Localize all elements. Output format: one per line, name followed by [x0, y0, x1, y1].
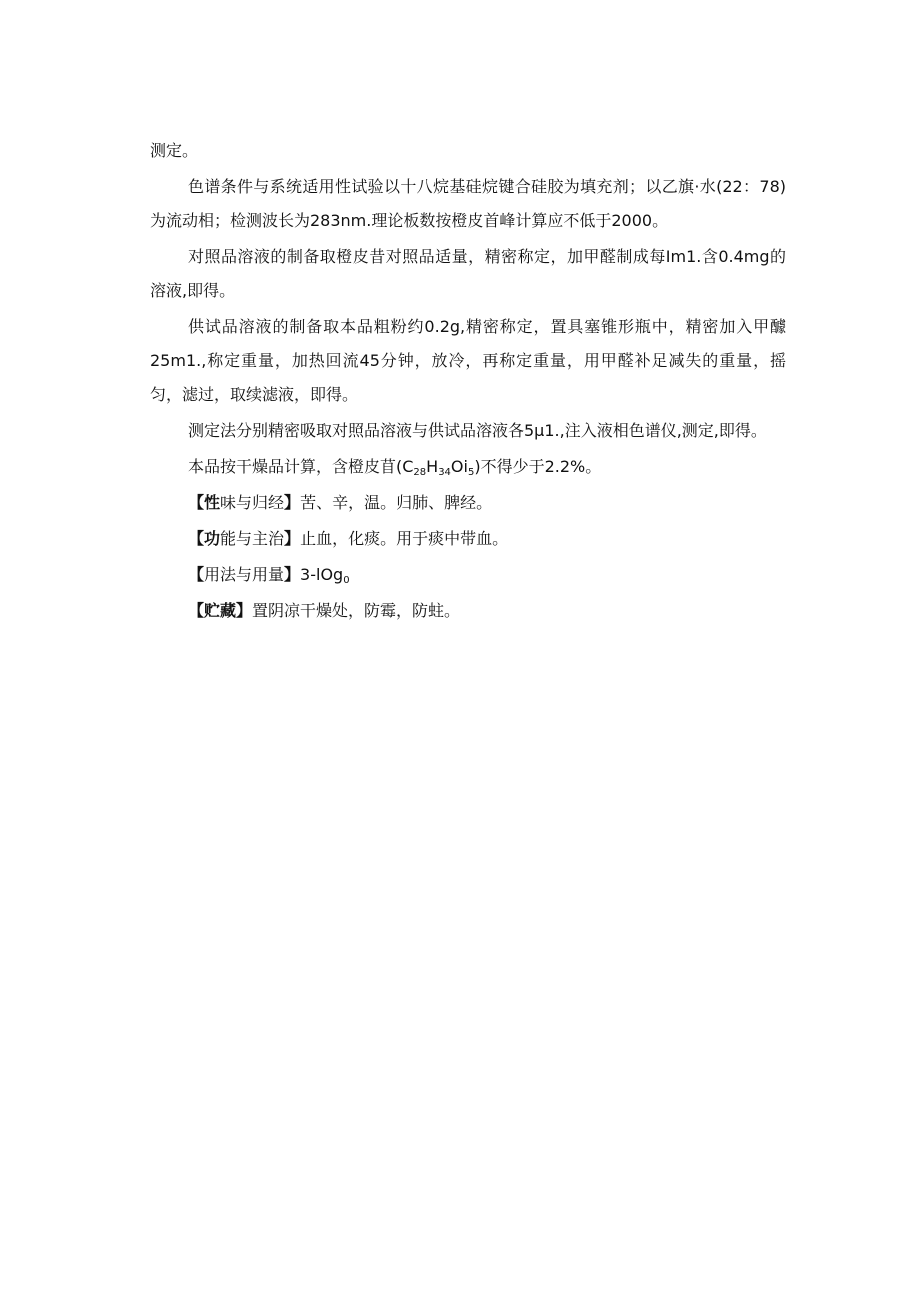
section-close-bracket: 】 — [284, 565, 301, 584]
section-storage — [150, 594, 786, 628]
paragraph-reference-solution: 对照品溶液的制备取橙皮昔对照品适量，精密称定，加甲醛制成每Im1.含0.4mg的溶液,即得。 — [150, 247, 786, 300]
section-close-bracket: 】 — [284, 529, 301, 548]
section-text-subscript: 0 — [343, 575, 350, 586]
section-function-indication — [150, 522, 786, 556]
section-text: 置阴凉干燥处，防霉，防蛀。 — [252, 601, 461, 620]
section-label-bold: 性 — [204, 493, 221, 512]
formula-subscript-o: 5 — [467, 467, 475, 478]
section-text: 苦、辛，温。归肺、脾经。 — [300, 493, 493, 512]
formula-h: H — [426, 457, 439, 476]
formula-subscript-h: 34 — [438, 467, 451, 478]
paragraph-chromatographic-conditions: 色谱条件与系统适用性试验以十八烷基硅烷键合硅胶为填充剂；以乙旗·水(22：78)为流动相；检测波长为283nm.理论板数按橙皮首峰计算应不低于2000。 — [150, 177, 786, 230]
paragraph-content-limit — [150, 450, 786, 484]
paragraph-test-solution: 供试品溶液的制备取本品粗粉约0.2g,精密称定，置具塞锥形瓶中，精密加入甲醵25m1.,称定重量，加热回流45分钟，放冷，再称定重量，用甲醛补足减失的重量，摇匀，滤过，取续滤液，即得。 — [150, 317, 786, 404]
section-label-rest: 用法与用量 — [204, 565, 285, 584]
section-usage-dosage — [150, 558, 786, 592]
section-label-rest: 能与主治 — [220, 529, 285, 548]
content-text-before: 本品按干燥品计算，含橙皮苜(C — [188, 457, 414, 476]
section-close-bracket: 】 — [284, 493, 301, 512]
document-body — [150, 134, 786, 630]
paragraph-determination-end: 测定。 — [150, 141, 199, 160]
paragraph-determination-method: 测定法分别精密吸取对照品溶液与供试品溶液各5μ1.,注入液相色谱仪,测定,即得。 — [188, 421, 767, 440]
section-nature-flavor — [150, 486, 786, 520]
content-text-after: )不得少于2.2%。 — [474, 457, 602, 476]
formula-subscript-c: 28 — [413, 467, 427, 478]
section-open-bracket: 【 — [188, 565, 205, 584]
section-label-bold: 功 — [204, 529, 221, 548]
section-open-bracket: 【 — [188, 493, 205, 512]
section-open-bracket: 【 — [188, 529, 205, 548]
section-label-rest: 味与归经 — [220, 493, 285, 512]
section-close-bracket: 】 — [236, 601, 253, 620]
formula-oi: Oi — [450, 457, 468, 476]
section-label-bold: 贮藏 — [204, 601, 237, 620]
section-text: 止血，化痰。用于痰中带血。 — [300, 529, 509, 548]
section-open-bracket: 【 — [188, 601, 205, 620]
section-text: 3-lOg — [300, 565, 344, 584]
